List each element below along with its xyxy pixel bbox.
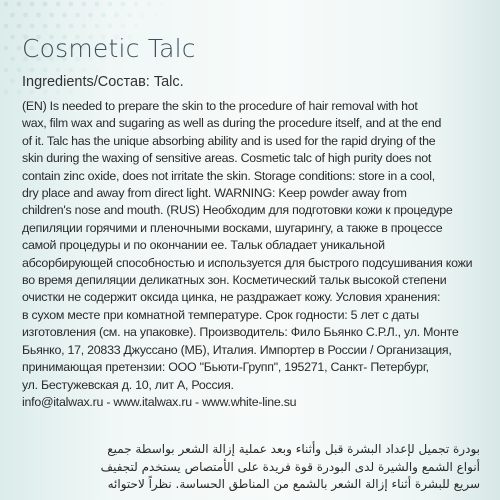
description-line: абсорбирующей способностью и используется для быстрого подсушивания кожи — [22, 255, 473, 270]
pattern-dot — [153, 13, 158, 18]
description-line: Бьянко, 17, 20833 Джуссано (МБ), Италия. Импортер в России / Организация, — [22, 342, 452, 357]
pattern-dot — [43, 90, 48, 95]
description-line: изготовления (см. на упаковке). Производитель: Фило Бьянко С.Р.Л., ул. Монте — [22, 325, 459, 340]
pattern-dot — [75, 13, 80, 18]
description-line: of it. Talc has the unique absorbing ability and is used for the rapid drying of the — [22, 133, 436, 148]
pattern-dot — [43, 68, 48, 73]
pattern-dot — [17, 46, 22, 51]
pattern-dot — [160, 2, 165, 7]
pattern-dot — [43, 24, 48, 29]
pattern-dot — [95, 68, 100, 73]
description-line: skin during the waxing of sensitive areas. Cosmetic talc of high purity does not — [22, 151, 432, 166]
pattern-dot — [10, 79, 15, 84]
pattern-dot — [95, 24, 100, 29]
pattern-dot — [88, 13, 93, 18]
description-line: dry place and away from direct light. WARNING: Keep powder away from — [22, 186, 407, 201]
pattern-dot — [134, 24, 139, 29]
pattern-dot — [23, 13, 28, 18]
description-line: wax, film wax and sugaring as well as during the procedure itself, and at the end — [22, 116, 442, 131]
pattern-dot — [69, 90, 74, 95]
pattern-dot — [108, 2, 113, 7]
contact-line: info@italwax.ru - www.italwax.ru - www.white-line.su — [22, 394, 297, 409]
pattern-dot — [69, 24, 74, 29]
pattern-dot — [134, 2, 139, 7]
pattern-dot — [17, 2, 22, 7]
pattern-dot — [43, 2, 48, 7]
pattern-dot — [17, 68, 22, 73]
description-line: самой процедуры и по окончании ее. Тальк обладает уникальной — [22, 238, 385, 253]
pattern-dot — [36, 13, 41, 18]
pattern-dot — [56, 2, 61, 7]
pattern-dot — [108, 24, 113, 29]
pattern-dot — [69, 68, 74, 73]
arabic-description — [20, 441, 480, 494]
description-line: депиляции горячими и пленочными восками, шугарингу, а также в процессе — [22, 220, 443, 235]
pattern-dot — [56, 90, 61, 95]
pattern-dot — [4, 2, 9, 7]
pattern-dot — [17, 90, 22, 95]
pattern-dot — [147, 2, 152, 7]
pattern-dot — [82, 2, 87, 7]
pattern-dot — [62, 13, 67, 18]
pattern-dot — [56, 68, 61, 73]
pattern-dot — [95, 2, 100, 7]
pattern-dot — [127, 13, 132, 18]
arabic-line: أنواع الشمع والشيرة لدى البودرة قوة فريدة على الأمتصاص يستخدم لتجفيف — [100, 459, 480, 474]
pattern-dot — [10, 13, 15, 18]
pattern-dot — [30, 90, 35, 95]
pattern-dot — [101, 13, 106, 18]
pattern-dot — [121, 24, 126, 29]
pattern-dot — [114, 13, 119, 18]
pattern-dot — [4, 90, 9, 95]
pattern-dot — [4, 68, 9, 73]
arabic-line: بودرة تجميل لإعداد البشرة قبل وأثناء وبعد عملية إزالة الشعر بواسطة جميع — [107, 442, 480, 456]
pattern-dot — [56, 24, 61, 29]
pattern-dot — [69, 2, 74, 7]
pattern-dot — [30, 68, 35, 73]
description-line: во время депиляции деликатных зон. Косметический тальк высокой степени — [22, 273, 447, 288]
pattern-dot — [4, 46, 9, 51]
description-line: принимающая претензии: ООО "Бьюти-Групп", 195271, Санкт- Петербург, — [22, 360, 429, 375]
pattern-dot — [10, 35, 15, 40]
pattern-dot — [10, 57, 15, 62]
description-line: очистки не содержит оксида цинка, не раздражает кожу. Условия хранения: — [22, 290, 441, 305]
pattern-dot — [121, 2, 126, 7]
description-line: (EN) Is needed to prepare the skin to the procedure of hair removal with hot — [22, 99, 418, 113]
pattern-dot — [82, 68, 87, 73]
description-line: в сухом месте при комнатной температуре. Срок годности: 5 лет с даты — [22, 307, 419, 322]
pattern-dot — [82, 24, 87, 29]
product-title: Cosmetic Talc — [22, 34, 196, 63]
description-line: contain zinc oxide, does not irritate the skin. Storage conditions: store in a cool, — [22, 168, 435, 183]
pattern-dot — [4, 24, 9, 29]
arabic-line: سريع للبشرة أثناء إزالة الشعر بالشمع من المناطق الحساسة. نظراً لاحتوائه — [107, 477, 480, 491]
pattern-dot — [17, 24, 22, 29]
pattern-dot — [140, 13, 145, 18]
pattern-dot — [49, 13, 54, 18]
description-line: ул. Бестужевская д. 10, лит А, Россия. — [22, 377, 234, 392]
ingredients-line: Ingredients/Состав: Talc. — [22, 74, 184, 90]
description-line: children's nose and mouth. (RUS) Необходим для подготовки кожи к процедуре — [22, 203, 453, 218]
pattern-dot — [30, 2, 35, 7]
pattern-dot — [30, 24, 35, 29]
description-text — [22, 98, 498, 411]
